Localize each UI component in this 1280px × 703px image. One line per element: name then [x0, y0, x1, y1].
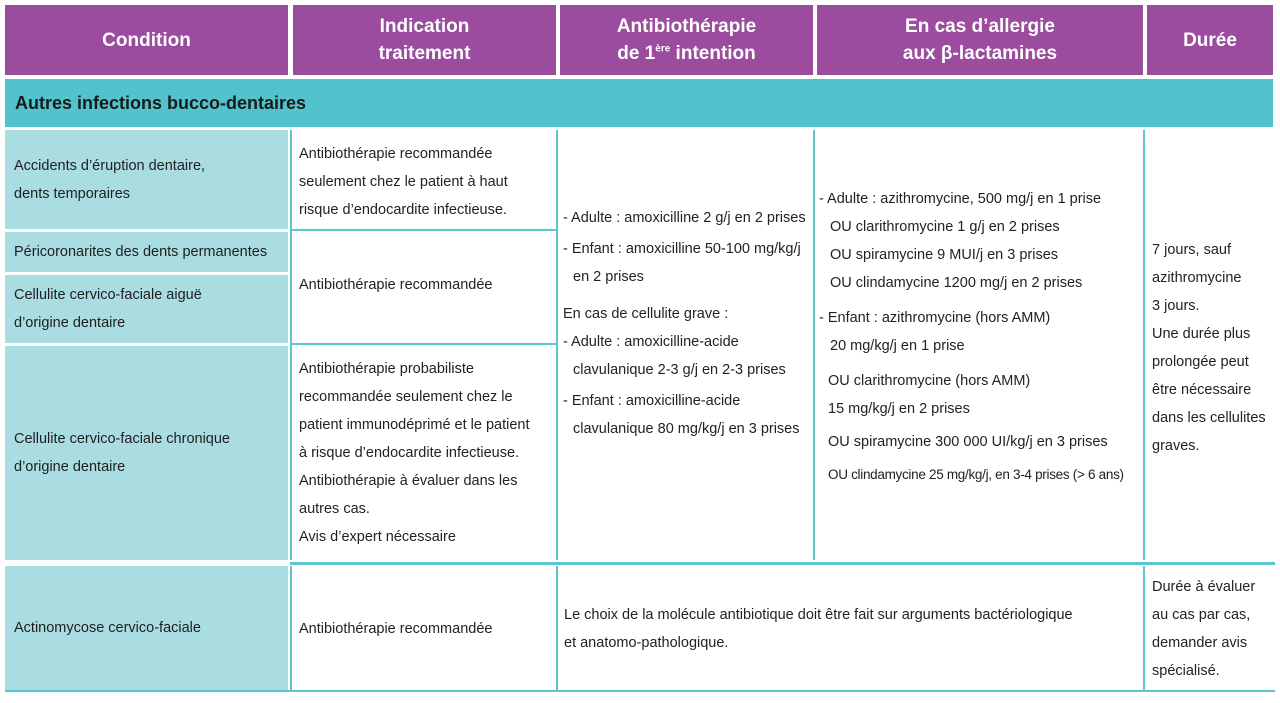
header-allergie-line2: aux β-lactamines	[902, 43, 1058, 64]
antibio-enfant-l1: - Enfant : amoxicilline 50-100 mg/kg/j	[563, 241, 801, 257]
header-antibio-line2: de 1ère intention	[617, 43, 756, 64]
antibio-grave-enfant-l2: clavulanique 80 mg/kg/j en 3 prises	[573, 421, 800, 437]
condition-actinomycose: Actinomycose cervico-faciale	[5, 566, 288, 690]
antibio-adulte: - Adulte : amoxicilline 2 g/j en 2 prises	[563, 210, 806, 226]
indication-chronique: Antibiothérapie probabiliste recommandée seulement chez le patient immunodéprimé et le patient à risque d’endocardite infectieuse. Antibiothérapie à évaluer dans les autres cas. Avis d’expert nécessaire	[299, 361, 530, 545]
header-condition: Condition	[5, 5, 288, 75]
condition-eruption: Accidents d’éruption dentaire, dents temporaires	[5, 130, 288, 229]
header-allergie	[817, 5, 1143, 75]
divider-bottom	[5, 690, 1275, 692]
antibio-enfant-l2: en 2 prises	[573, 269, 644, 285]
condition-pericoronarites: Péricoronarites des dents permanentes	[5, 232, 288, 272]
duree-main: 7 jours, sauf azithromycine 3 jours. Une durée plus prolongée peut être nécessaire dans les cellulites graves.	[1152, 242, 1266, 454]
indication-actinomycose: Antibiothérapie recommandée	[299, 621, 493, 637]
divider-row-1	[290, 229, 558, 231]
divider-col-2	[290, 130, 292, 560]
antibio-first-line	[563, 204, 811, 443]
indication-eruption: Antibiothérapie recommandée seulement chez le patient à haut risque d’endocardite infectieuse.	[299, 146, 508, 218]
header-antibiotherapie	[560, 5, 813, 75]
header-duree: Durée	[1147, 5, 1273, 75]
header-indication-line2: traitement	[378, 43, 471, 64]
divider-row-2	[290, 343, 558, 345]
actinomycose-choice: Le choix de la molécule antibiotique doit être fait sur arguments bactériologique et anatomo-pathologique.	[564, 607, 1073, 651]
condition-cellulite-aigue: Cellulite cervico-faciale aiguë d’origine dentaire	[5, 275, 288, 343]
duree-actinomycose: Durée à évaluer au cas par cas, demander avis spécialisé.	[1152, 579, 1256, 679]
divider-col-3	[556, 130, 558, 560]
antibio-grave-adulte-l2: clavulanique 2-3 g/j en 2-3 prises	[573, 362, 786, 378]
condition-cellulite-chronique: Cellulite cervico-faciale chronique d’origine dentaire	[5, 346, 288, 560]
header-antibio-line1: Antibiothérapie	[616, 16, 757, 37]
antibio-grave-adulte-l1: - Adulte : amoxicilline-acide	[563, 334, 739, 350]
divider-actino-2	[556, 566, 558, 690]
divider-actino-3	[1143, 566, 1145, 690]
divider-actino-1	[290, 566, 292, 690]
divider-col-4	[813, 130, 815, 560]
indication-recommandee: Antibiothérapie recommandée	[299, 277, 493, 293]
header-allergie-line1: En cas d’allergie	[905, 16, 1055, 37]
antibio-grave-enfant-l1: - Enfant : amoxicilline-acide	[563, 393, 741, 409]
antibio-grave: En cas de cellulite grave :	[563, 306, 729, 322]
header-indication	[293, 5, 556, 75]
header-indication-line1: Indication	[379, 16, 470, 37]
divider-row-3	[290, 562, 1275, 565]
section-title: Autres infections bucco-dentaires	[5, 79, 1273, 127]
divider-col-5	[1143, 130, 1145, 560]
allergie-column: - Adulte : azithromycine, 500 mg/j en 1 prise OU clarithromycine 1 g/j en 2 prises OU spiramycine 9 MUI/j en 3 prises OU clindamycine 1200 mg/j en 2 prises - Enfant : azithromycine (hors AMM) 20 mg/kg/j en 1 prise OU clarithromycine (hors AMM) 15 mg/kg/j en 2 prises OU spiramycine 300 000 UI/kg/j en 3 prises OU clindamycine 25 mg/kg/j, en 3-4 prises (> 6 ans)	[819, 191, 1124, 482]
